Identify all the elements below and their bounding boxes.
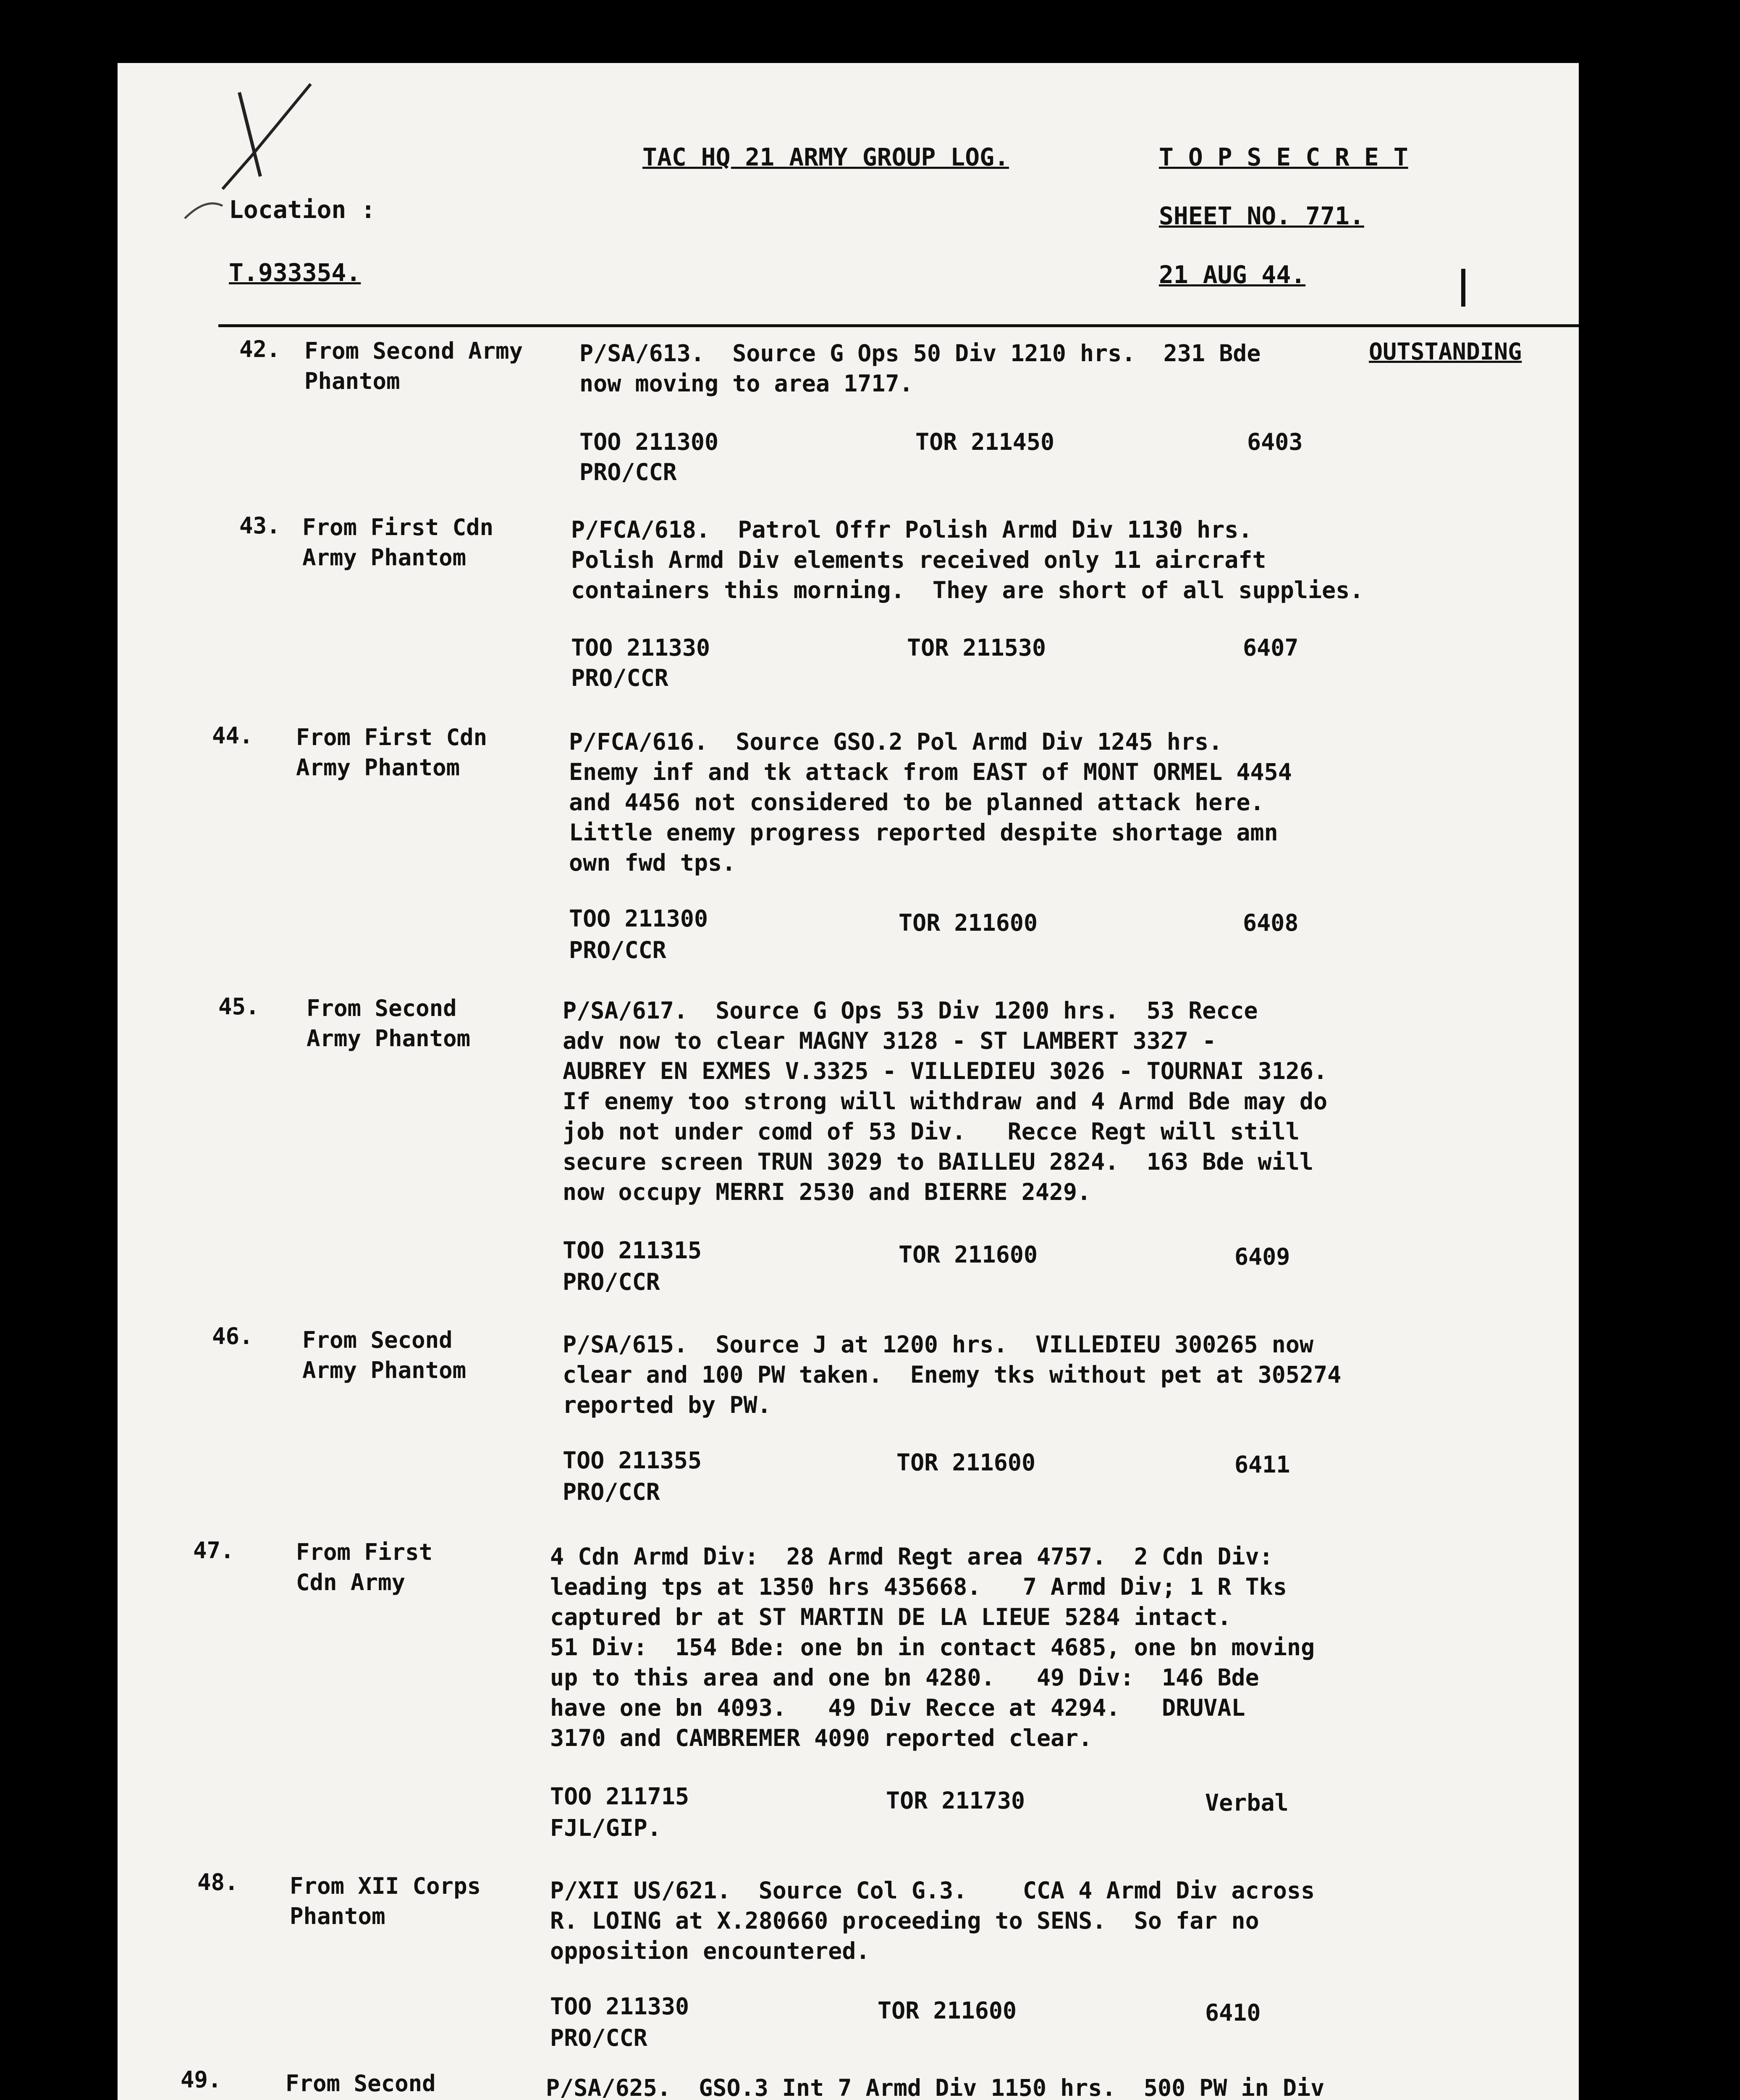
entry-body: P/FCA/618. Patrol Offr Polish Armd Div 1130 hrs. Polish Armd Div elements received only 11 aircraft containers this morning. They are short of all supplies.: [571, 516, 1364, 604]
entry-number: 46.: [212, 1323, 253, 1349]
entry-number: 48.: [197, 1869, 238, 1895]
too-ref: TOO 211300: [569, 905, 708, 932]
entry-from: From XII Corps Phantom: [290, 1873, 481, 1929]
tor-ref: TOR 211730: [886, 1787, 1025, 1814]
entry-body: P/SA/615. Source J at 1200 hrs. VILLEDIEU 300265 now clear and 100 PW taken. Enemy tks without pet at 305274 reported by PW.: [563, 1331, 1342, 1418]
tor-ref: TOR 211450: [915, 428, 1055, 455]
serial-ref: 6409: [1234, 1243, 1290, 1270]
routing-code: PRO/CCR: [563, 1268, 660, 1295]
log-sheet: [118, 63, 1579, 2100]
entry-number: 47.: [193, 1537, 234, 1564]
too-ref: TOO 211300: [579, 428, 719, 455]
too-ref: TOO 211355: [563, 1447, 702, 1474]
too-ref: TOO 211715: [550, 1783, 689, 1810]
serial-ref: 6403: [1247, 428, 1303, 455]
sheet-number: SHEET NO. 771.: [1159, 202, 1364, 230]
routing-code: FJL/GIP.: [550, 1814, 661, 1841]
tor-ref: TOR 211600: [899, 1241, 1038, 1268]
serial-ref: 6411: [1234, 1451, 1290, 1478]
margin-mark: [1461, 269, 1465, 307]
routing-code: PRO/CCR: [571, 664, 668, 691]
entry-number: 49.: [181, 2066, 222, 2093]
entry-body: P/SA/613. Source G Ops 50 Div 1210 hrs. 231 Bde now moving to area 1717.: [579, 340, 1261, 397]
entry-from: From Second Army Phantom: [304, 338, 523, 394]
serial-ref: Verbal: [1205, 1789, 1289, 1816]
entry-number: 44.: [212, 722, 253, 749]
entry-from: From First Cdn Army: [296, 1539, 433, 1596]
entry-number: 42.: [239, 336, 280, 362]
entry-body: P/XII US/621. Source Col G.3. CCA 4 Armd Div across R. LOING at X.280660 proceeding to SENS. So far no opposition encountered.: [550, 1877, 1315, 1964]
entry-body: P/SA/625. GSO.3 Int 7 Armd Div 1150 hrs. 500 PW in Div: [546, 2074, 1325, 2100]
tor-ref: TOR 211530: [907, 634, 1046, 661]
serial-ref: 6410: [1205, 1999, 1261, 2026]
serial-ref: 6408: [1243, 909, 1299, 936]
log-title: TAC HQ 21 ARMY GROUP LOG.: [642, 143, 1009, 171]
log-date: 21 AUG 44.: [1159, 260, 1306, 289]
tor-ref: TOR 211600: [899, 909, 1038, 936]
routing-code: PRO/CCR: [550, 2024, 647, 2051]
too-ref: TOO 211330: [550, 1993, 689, 2020]
entry-body: P/FCA/616. Source GSO.2 Pol Armd Div 1245 hrs. Enemy inf and tk attack from EAST of MONT ORMEL 4454 and 4456 not considered to be planned attack here. Little enemy progress reported despite shortage amn own fwd tps.: [569, 728, 1292, 876]
too-ref: TOO 211330: [571, 634, 710, 661]
entry-from: From Second: [286, 2070, 436, 2097]
entry-from: From Second Army Phantom: [302, 1327, 466, 1383]
tor-ref: TOR 211600: [896, 1449, 1036, 1476]
classification-marking: T O P S E C R E T: [1159, 143, 1408, 171]
entry-body: P/SA/617. Source G Ops 53 Div 1200 hrs. 53 Recce adv now to clear MAGNY 3128 - ST LAMBERT 3327 - AUBREY EN EXMES V.3325 - VILLEDIEU 3026 - TOURNAI 3126. If enemy too strong will withdraw and 4 Armd Bde may do job not under comd of 53 Div. Recce Regt will still secure screen TRUN 3029 to BAILLEU 2824. 163 Bde will now occupy MERRI 2530 and BIERRE 2429.: [563, 997, 1328, 1205]
tor-ref: TOR 211600: [878, 1997, 1017, 2024]
entry-number: 45.: [218, 993, 259, 1020]
too-ref: TOO 211315: [563, 1237, 702, 1264]
location-label: Location :: [229, 195, 376, 224]
entry-body: 4 Cdn Armd Div: 28 Armd Regt area 4757. 2 Cdn Div: leading tps at 1350 hrs 435668. 7 Armd Div; 1 R Tks captured br at ST MARTIN DE LA LIEUE 5284 intact. 51 Div: 154 Bde: one bn in contact 4685, one bn moving up to this area and one bn 4280. 49 Div: 146 Bde have one bn 4093. 49 Div Recce at 4294. DRUVAL 3170 and CAMBREMER 4090 reported clear.: [550, 1543, 1315, 1751]
entry-from: From First Cdn Army Phantom: [302, 514, 494, 571]
serial-ref: 6407: [1243, 634, 1299, 661]
outstanding-note: OUTSTANDING: [1369, 338, 1522, 365]
routing-code: PRO/CCR: [569, 937, 666, 963]
entry-from: From First Cdn Army Phantom: [296, 724, 487, 781]
entry-from: From Second Army Phantom: [307, 995, 471, 1052]
routing-code: PRO/CCR: [563, 1478, 660, 1505]
location-value: T.933354.: [229, 258, 361, 287]
header-rule: [218, 324, 1579, 327]
entry-number: 43.: [239, 512, 280, 539]
routing-code: PRO/CCR: [579, 459, 677, 486]
